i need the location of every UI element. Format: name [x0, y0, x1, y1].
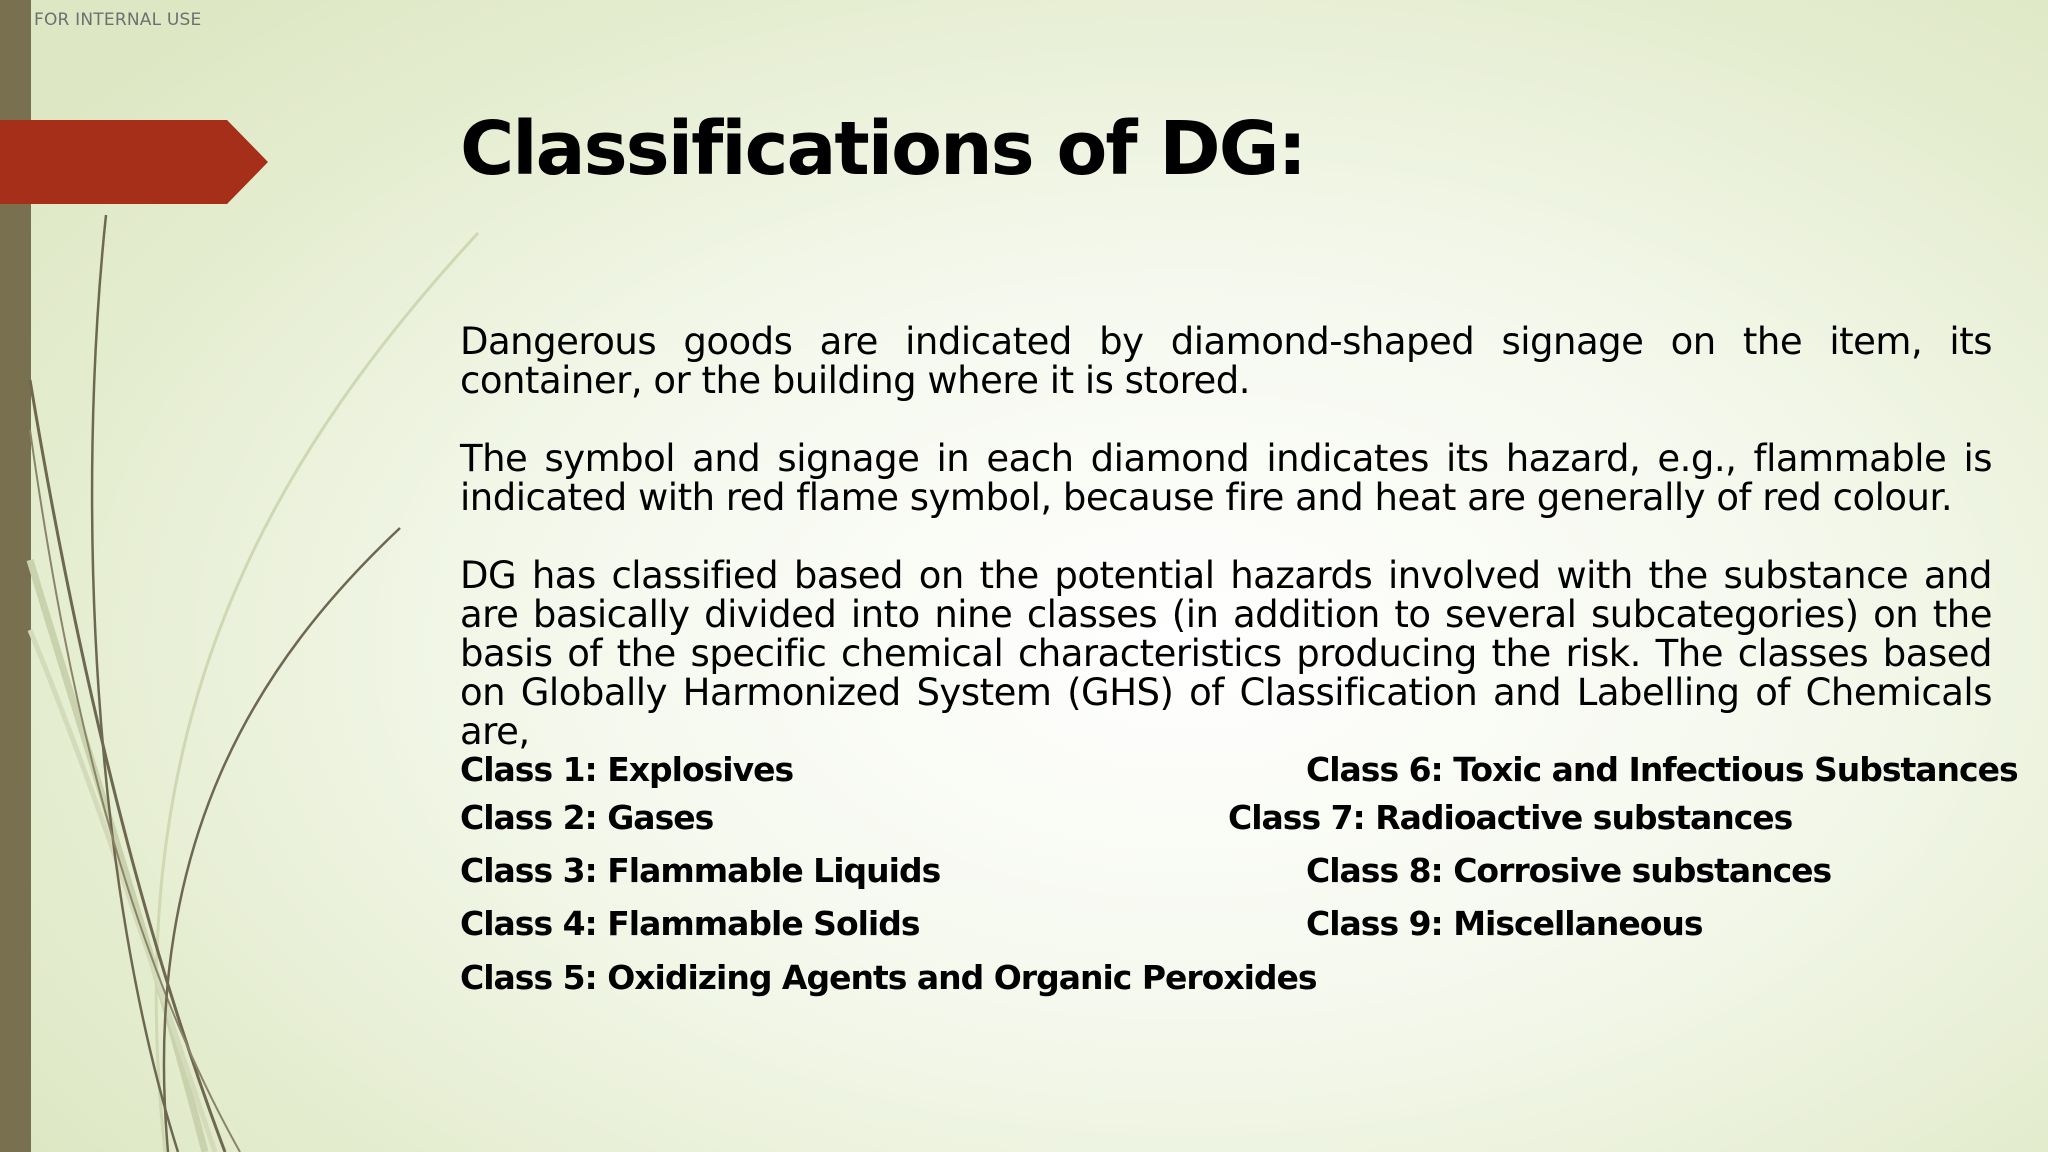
class-8-item: Class 8: Corrosive substances: [1306, 851, 1832, 890]
slide-title: Classifications of DG:: [460, 106, 1306, 192]
slide-body: [460, 322, 1992, 790]
paragraph-symbol: The symbol and signage in each diamond indicates its hazard, e.g., flammable is indicated with red flame symbol, because fire and heat are generally of red colour.: [460, 437, 1992, 519]
paragraph-signage: Dangerous goods are indicated by diamond-shaped signage on the item, its container, or the building where it is stored.: [460, 320, 1992, 402]
class-6-item: Class 6: Toxic and Infectious Substances: [1306, 750, 2018, 789]
class-9-item: Class 9: Miscellaneous: [1306, 904, 1703, 943]
class-1-item: Class 1: Explosives: [460, 750, 794, 789]
class-4-item: Class 4: Flammable Solids: [460, 904, 920, 943]
accent-arrow-shape: [0, 120, 268, 204]
decorative-curves: [0, 0, 500, 1152]
class-7-item: Class 7: Radioactive substances: [1228, 798, 1793, 837]
paragraph-classification: DG has classified based on the potential hazards involved with the substance and are basically divided into nine classes (in addition to several subcategories) on the basis of the specific chemical characteristics producing the risk. The classes based on Globally Harmonized System (GHS) of Classification and Labelling of Chemicals are,: [460, 554, 1992, 753]
internal-use-label: FOR INTERNAL USE: [34, 10, 202, 30]
class-5-item: Class 5: Oxidizing Agents and Organic Peroxides: [460, 958, 1317, 997]
class-3-item: Class 3: Flammable Liquids: [460, 851, 941, 890]
class-2-item: Class 2: Gases: [460, 798, 714, 837]
